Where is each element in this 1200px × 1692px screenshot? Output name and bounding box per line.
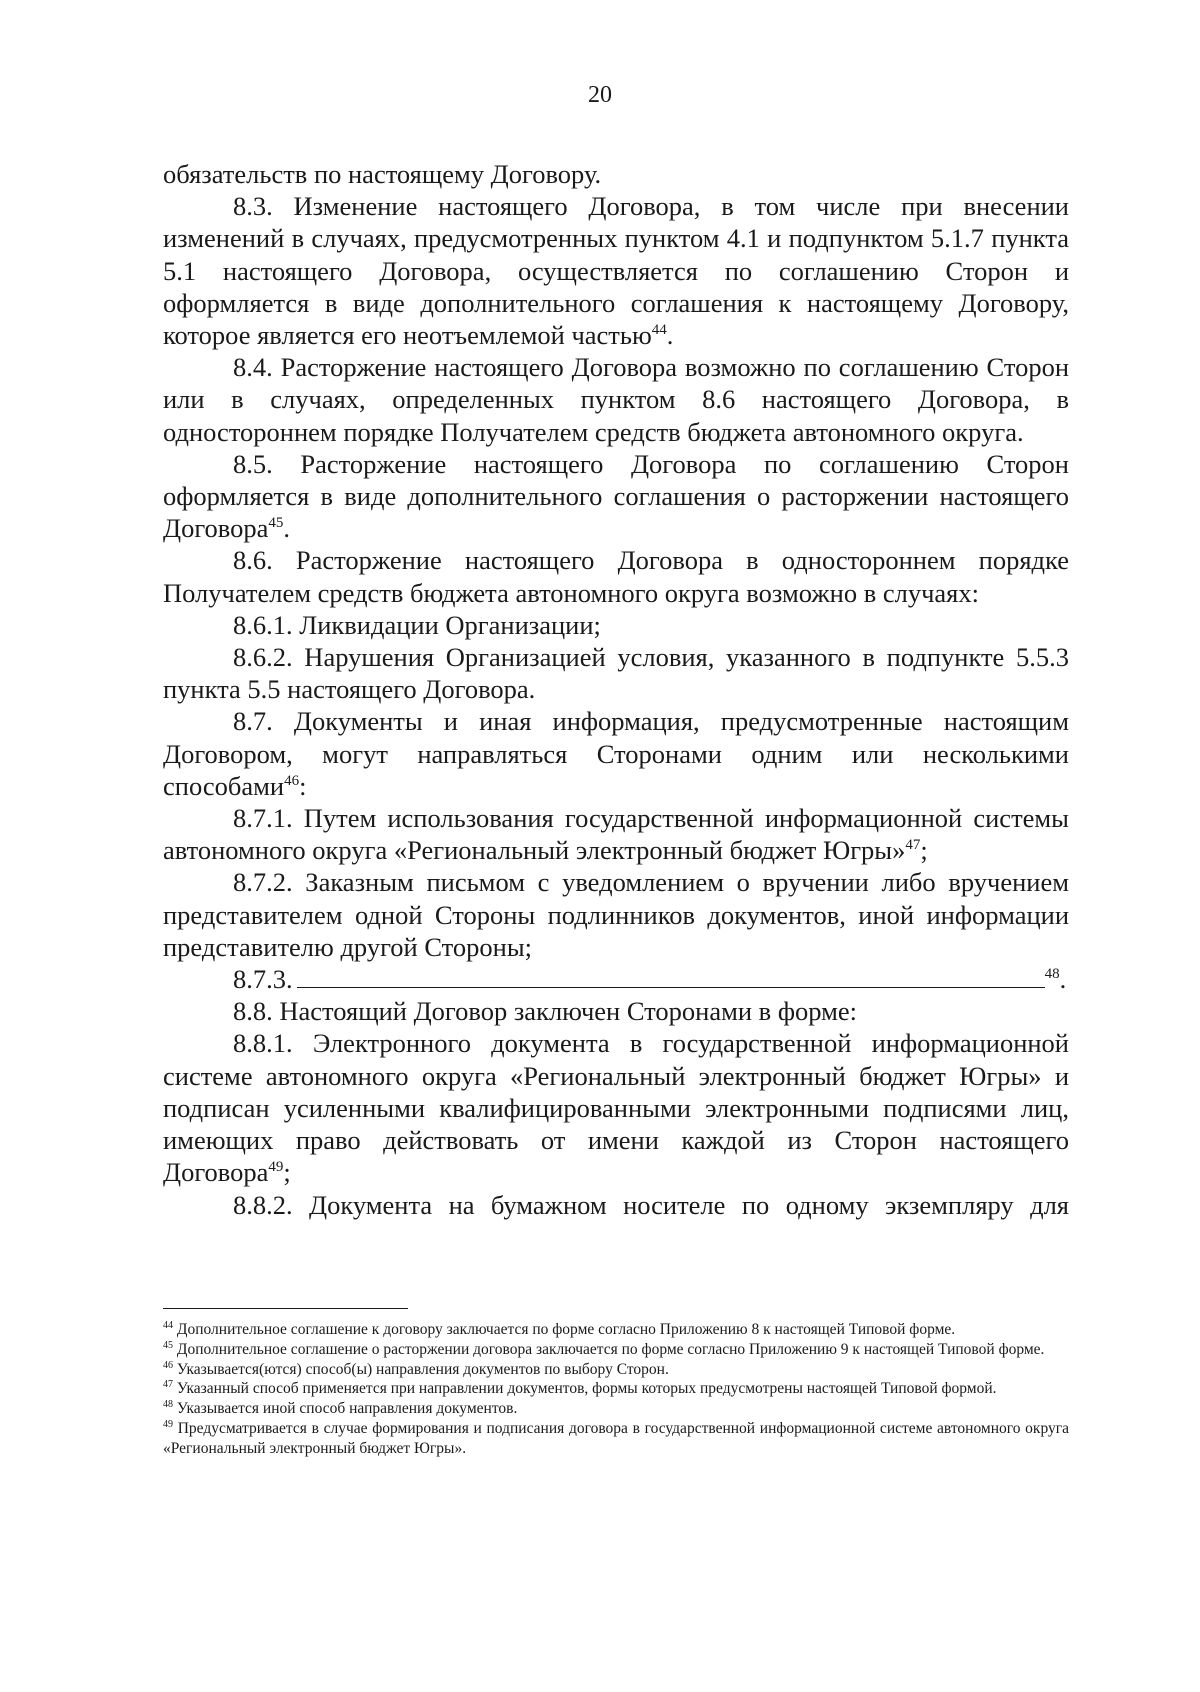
footnotes-section — [163, 1320, 1069, 1459]
fill-in-blank-line[interactable] — [297, 963, 1045, 988]
clause-8-6-2: 8.6.2. Нарушения Организацией условия, указанного в подпункте 5.5.3 пункта 5.5 настоящего Договора. — [163, 642, 1069, 705]
clause-8-8-2: 8.8.2. Документа на бумажном носителе по одному экземпляру для — [233, 1189, 1069, 1220]
footnote-48: $^{48}$ Указывается иной способ направления документов. — [163, 1399, 518, 1418]
paragraph-continuation: обязательств по настоящему Договору. — [163, 159, 602, 189]
clause-8-7-1: 8.7.1. Путем использования государственной информационной системы автономного округа «Региональный электронный бюджет Югры»$^{47}$; — [163, 803, 1069, 866]
clause-8-3: 8.3. Изменение настоящего Договора, в том числе при внесении изменений в случаях, предусмотренных пунктом 4.1 и подпунктом 5.1.7 пункта 5.1 настоящего Договора, осуществляется по соглашению Сторон и оформляется в виде дополнительного соглашения к настоящему Договору, которое является его неотъемлемой частью$^{44}$. — [163, 191, 1069, 351]
footnote-ref-48[interactable]: 48 — [1044, 966, 1060, 983]
footnote-separator — [163, 1308, 408, 1309]
clause-8-7-3: 8.7.3. $^{48}$. — [233, 964, 1067, 995]
footnote-ref-45[interactable]: 45 — [268, 515, 284, 532]
clause-8-8-1: 8.8.1. Электронного документа в государственной информационной системе автономного округа «Региональный электронный бюджет Югры» и подписан усиленными квалифицированными электронными подписями лиц, имеющих право действовать от имени каждой из Сторон настоящего Договора$^{49}$; — [163, 1028, 1069, 1188]
clause-8-6-1: 8.6.1. Ликвидации Организации; — [233, 609, 601, 640]
clause-8-5: 8.5. Расторжение настоящего Договора по соглашению Сторон оформляется в виде дополнительного соглашения о расторжении настоящего Договора$^{45}$. — [163, 448, 1069, 544]
clause-8-6: 8.6. Расторжение настоящего Договора в одностороннем порядке Получателем средств бюджета автономного округа возможно в случаях: — [163, 545, 1069, 608]
footnote-ref-46[interactable]: 46 — [284, 773, 300, 790]
clause-8-7-2: 8.7.2. Заказным письмом с уведомлением о вручении либо вручением представителем одной Стороны подлинников документов, иной информации представителю другой Стороны; — [163, 867, 1069, 962]
footnote-47: $^{47}$ Указанный способ применяется при направлении документов, формы которых предусмотрены настоящей Типовой формой. — [163, 1379, 997, 1398]
footnote-ref-44[interactable]: 44 — [651, 322, 667, 339]
footnote-ref-47[interactable]: 47 — [905, 837, 921, 854]
clause-8-8: 8.8. Настоящий Договор заключен Сторонами в форме: — [233, 996, 857, 1027]
document-body — [163, 158, 1069, 1221]
footnote-49: $^{49}$ Предусматривается в случае формирования и подписания договора в государственной информационной системе автономного округа «Региональный электронный бюджет Югры». — [163, 1418, 1069, 1457]
footnote-45: $^{45}$ Дополнительное соглашение о расторжении договора заключается по форме согласно Приложению 9 к настоящей Типовой форме. — [163, 1339, 1045, 1358]
clause-8-4: 8.4. Расторжение настоящего Договора возможно по соглашению Сторон или в случаях, определенных пунктом 8.6 настоящего Договора, в одностороннем порядке Получателем средств бюджета автономного округа. — [163, 352, 1069, 447]
footnote-44: $^{44}$ Дополнительное соглашение к договору заключается по форме согласно Приложению 8 к настоящей Типовой форме. — [163, 1319, 956, 1338]
footnote-46: $^{46}$ Указывается(ются) способ(ы) направления документов по выбору Сторон. — [163, 1359, 669, 1378]
clause-8-7: 8.7. Документы и иная информация, предусмотренные настоящим Договором, могут направляться Сторонами одним или несколькими способами$^{46}$: — [163, 706, 1069, 801]
footnote-ref-49[interactable]: 49 — [268, 1159, 284, 1176]
page-number: 20 — [588, 82, 612, 108]
